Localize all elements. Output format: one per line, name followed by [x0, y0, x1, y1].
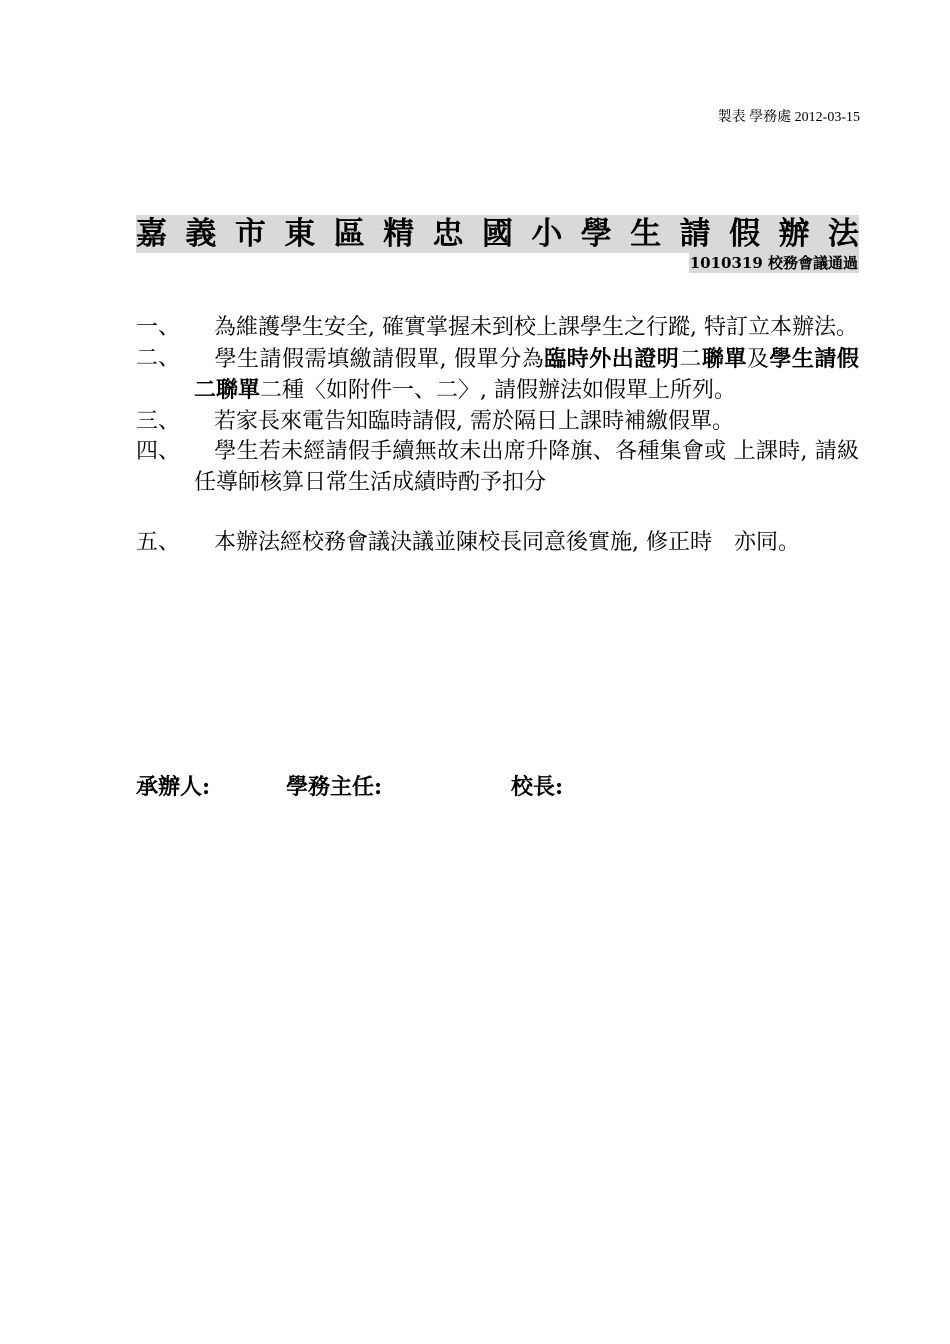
clause-text-post: 二種〈如附件一、二〉, 請假辦法如假單上所列。 — [260, 378, 737, 403]
title-char: 辦 — [778, 216, 810, 252]
title-block — [136, 215, 859, 273]
header-note: 製表 學務處 2012-03-15 — [717, 110, 860, 125]
title-char: 小 — [531, 216, 563, 252]
signature-handler: 承辦人: — [136, 774, 211, 800]
title-char: 忠 — [432, 216, 464, 252]
title-char: 區 — [333, 216, 365, 252]
clause-number: 四、 — [136, 439, 181, 464]
document-title — [136, 215, 859, 253]
title-char: 國 — [481, 216, 513, 252]
clause-bold-temporary-pass: 臨時外出證明 — [544, 345, 680, 372]
clause-text: 為維護學生安全, 確實掌握未到校上課學生之行蹤, 特訂立本辦法。 — [214, 315, 858, 340]
clause-3 — [136, 407, 859, 438]
clause-text: 若家長來電告知臨時請假, 需於隔日上課時補繳假單。 — [214, 408, 734, 434]
clause-5 — [136, 528, 859, 559]
title-char: 精 — [383, 216, 415, 252]
title-char: 嘉 — [136, 216, 167, 252]
signature-principal: 校長: — [511, 774, 564, 800]
signature-director: 學務主任: — [286, 774, 383, 800]
clause-text: 本辦法經校務會議決議並陳校長同意後實施, 修正時 亦同。 — [214, 530, 800, 555]
clause-bold-copy: 聯單 — [701, 345, 747, 372]
clause-number: 五、 — [136, 530, 181, 555]
title-char: 市 — [234, 216, 266, 252]
clause-number: 一、 — [136, 315, 181, 340]
title-char: 法 — [827, 216, 859, 252]
clause-text: 學生若未經請假手續無故未出席升降旗、各種集會或 上課時, 請級任導師核算日常生活成績時酌予扣分 — [194, 439, 859, 495]
clause-1 — [136, 313, 859, 344]
clause-list — [136, 313, 859, 559]
title-char: 學 — [580, 216, 612, 252]
title-char: 生 — [630, 216, 662, 252]
clause-text-and: 及 — [746, 346, 770, 372]
clause-bold-leave-form: 學生請假二聯單 — [194, 345, 859, 403]
approval-note: 1010319 校務會議通過 — [689, 254, 858, 272]
clause-number: 三、 — [136, 408, 181, 434]
title-char: 請 — [679, 216, 711, 252]
clause-number: 二、 — [136, 345, 181, 371]
clause-2 — [136, 344, 859, 407]
clause-4 — [136, 437, 859, 498]
title-char: 義 — [185, 216, 217, 252]
title-char: 東 — [284, 216, 316, 252]
spacer — [136, 498, 859, 528]
clause-text-pre: 學生請假需填繳請假單, 假單分為 — [214, 346, 545, 372]
clause-text-mid: 二 — [679, 346, 702, 372]
title-char: 假 — [729, 216, 761, 252]
